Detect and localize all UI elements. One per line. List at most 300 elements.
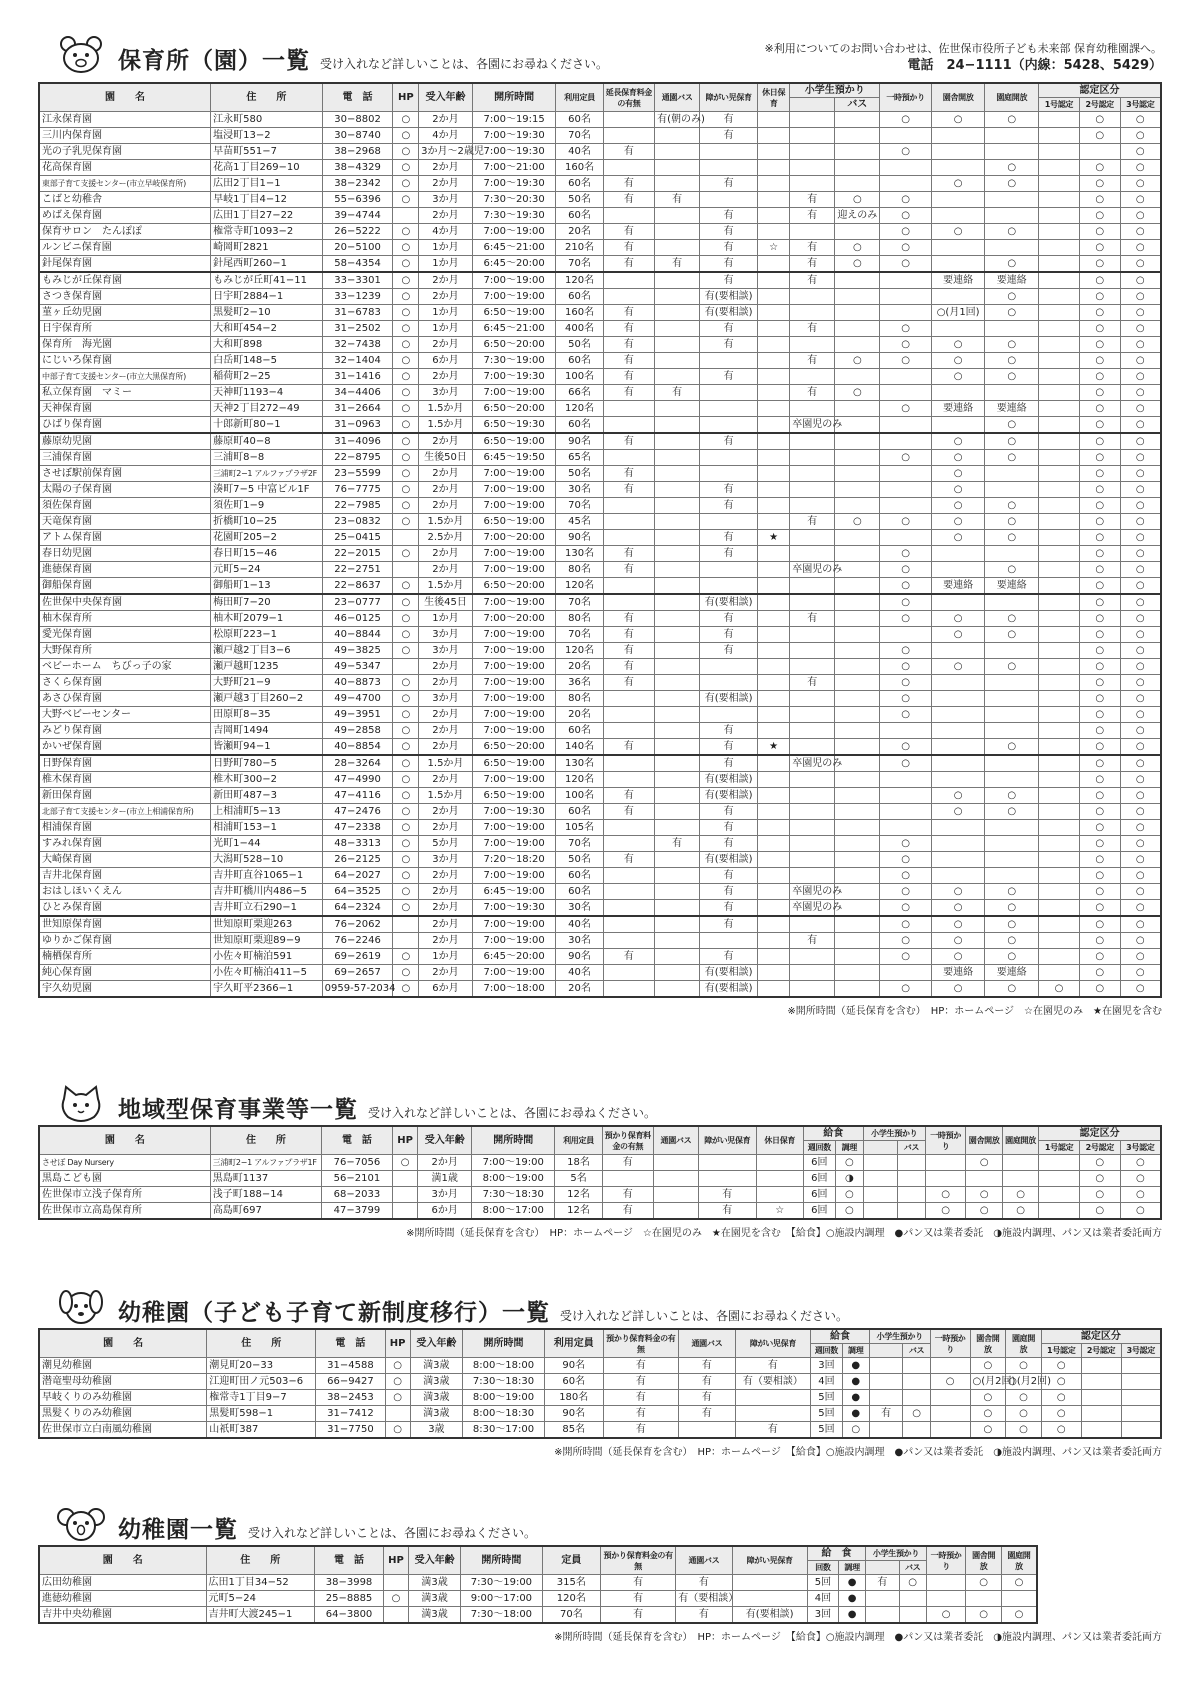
table-row	[39, 112, 1161, 128]
table-cell	[700, 192, 758, 208]
table-cell: 満3歳	[409, 1607, 461, 1624]
table-cell: 7:00〜19:00	[472, 482, 556, 498]
table-cell: 7:30〜18:00	[461, 1607, 542, 1624]
table-cell	[931, 562, 985, 578]
table-cell	[790, 852, 835, 868]
table-cell	[655, 546, 700, 562]
address-cell: 天神2丁目272−49	[211, 401, 323, 417]
facility-name: 進徳保育園	[39, 562, 211, 578]
table-cell: ○	[880, 981, 931, 998]
table-cell: ○	[1120, 385, 1161, 401]
table-cell	[790, 433, 835, 450]
col-header: 休日保育	[758, 83, 790, 112]
table-cell: 有	[603, 627, 654, 643]
table-cell	[758, 353, 790, 369]
table-cell	[758, 643, 790, 659]
table-cell	[903, 1358, 930, 1374]
table-cell: 有	[603, 482, 654, 498]
table-cell: ○	[880, 256, 931, 273]
table-row	[39, 1390, 1161, 1406]
table-row	[39, 482, 1161, 498]
table-cell	[603, 981, 654, 998]
table-cell: 1.5か月	[419, 514, 473, 530]
table-cell: 有	[655, 836, 700, 852]
table-cell	[835, 611, 880, 627]
table-cell: 有(要相談)	[700, 788, 758, 804]
table-cell: ○	[1120, 675, 1161, 691]
table-cell: 2か月	[419, 739, 473, 756]
table-cell: 有	[735, 1422, 810, 1439]
table-cell	[603, 401, 654, 417]
table-cell: 2か月	[419, 369, 473, 385]
table-cell: ○	[1120, 916, 1161, 933]
table-cell	[655, 627, 700, 643]
table-cell: ○	[842, 1422, 869, 1439]
table-cell	[985, 594, 1039, 611]
phone-cell: 32−1404	[322, 353, 393, 369]
table-cell: 有	[603, 852, 654, 868]
address-cell: 黒島町1137	[210, 1171, 321, 1187]
table-cell: ○	[1120, 450, 1161, 466]
phone-cell: 76−7056	[322, 1155, 393, 1171]
table-cell	[835, 321, 880, 337]
table-cell	[931, 128, 985, 144]
table-cell: ○	[393, 578, 419, 595]
table-cell: 6:45〜19:00	[472, 884, 556, 900]
table-cell: 2か月	[419, 965, 473, 981]
table-cell: 有	[679, 1406, 736, 1422]
col-header: 通園バス	[676, 1546, 732, 1575]
table-cell: ○	[1120, 128, 1161, 144]
phone-cell: 48−3313	[322, 836, 393, 852]
table-cell	[835, 659, 880, 675]
facility-name: 東部子育て支援センター(市立早岐保育所)	[39, 176, 211, 192]
table-cell	[1039, 643, 1080, 659]
table-cell: 7:00〜19:00	[472, 546, 556, 562]
table-cell: 要連絡	[985, 578, 1039, 595]
table-cell	[903, 1390, 930, 1406]
table-cell	[1039, 176, 1080, 192]
table-cell	[655, 289, 700, 305]
table-cell: ○	[931, 884, 985, 900]
phone-cell: 40−8854	[322, 739, 393, 756]
table-cell: 5回	[811, 1406, 842, 1422]
table-cell: ○	[393, 949, 419, 965]
table-cell	[1039, 112, 1080, 128]
table-cell: 有	[603, 321, 654, 337]
table-cell: 有	[603, 1390, 678, 1406]
col-header: 一時預かり	[930, 1329, 970, 1358]
table-cell: ○	[985, 949, 1039, 965]
table-cell: ○	[1120, 900, 1161, 917]
table-cell	[758, 594, 790, 611]
table-cell: 2か月	[419, 208, 473, 224]
table-cell	[1039, 530, 1080, 546]
facility-name: 藤原幼児園	[39, 433, 211, 450]
table-cell	[758, 337, 790, 353]
table-cell	[930, 1422, 970, 1439]
table-cell: ○	[1079, 852, 1120, 868]
address-cell: 山祇町387	[207, 1422, 316, 1439]
table-cell: 4回	[807, 1591, 838, 1607]
table-cell: ○	[985, 627, 1039, 643]
table-cell	[835, 369, 880, 385]
section-hoikusho	[38, 36, 1162, 1017]
table-cell: 6回	[803, 1203, 835, 1220]
table-cell	[835, 820, 880, 836]
table-cell: 2か月	[419, 433, 473, 450]
table-cell: 有	[700, 546, 758, 562]
address-cell: 三浦町2−1 アルファプラザ2F	[211, 466, 323, 482]
table-cell	[655, 144, 700, 160]
col-header: 園庭開放	[1001, 1546, 1037, 1575]
table-cell	[835, 804, 880, 820]
table-row	[39, 192, 1161, 208]
table-row	[39, 337, 1161, 353]
table-row	[39, 949, 1161, 965]
table-cell	[835, 675, 880, 691]
table-cell: 卒園児のみ	[790, 755, 835, 772]
table-cell	[1039, 1155, 1080, 1171]
phone-cell: 23−5599	[322, 466, 393, 482]
table-cell	[700, 514, 758, 530]
col-header: 電 話	[316, 1329, 385, 1358]
table-cell	[700, 450, 758, 466]
table-cell: ○	[966, 1607, 1001, 1624]
table-cell: ○	[880, 546, 931, 562]
table-cell	[655, 433, 700, 450]
table-cell: ○	[1006, 1358, 1042, 1374]
table-cell	[655, 482, 700, 498]
table-cell: ○	[1120, 514, 1161, 530]
table-cell: ○	[931, 933, 985, 949]
table-cell	[698, 1155, 756, 1171]
col-header: 受入年齢	[409, 1546, 461, 1575]
table-cell	[655, 739, 700, 756]
col-header: 利用定員	[556, 83, 603, 112]
table-cell: 2か月	[419, 272, 473, 289]
table-cell	[835, 546, 880, 562]
table-cell: ○	[1120, 755, 1161, 772]
table-cell: ○	[1120, 1203, 1161, 1220]
facility-name: かいぜ保育園	[39, 739, 211, 756]
address-cell: 梅田町7−20	[211, 594, 323, 611]
facility-name: 大野保育所	[39, 643, 211, 659]
table-cell: ○	[880, 836, 931, 852]
table-cell: 100名	[556, 788, 603, 804]
table-cell: 7:30〜19:00	[472, 353, 556, 369]
facility-name: 潜竜聖母幼稚園	[39, 1374, 207, 1390]
table-cell: ○	[985, 353, 1039, 369]
table-cell: ○	[1120, 820, 1161, 836]
table-cell	[790, 788, 835, 804]
table-cell: ○	[880, 337, 931, 353]
table-cell: 有	[700, 884, 758, 900]
table-cell: 有	[603, 643, 654, 659]
table-cell: 有	[735, 1358, 810, 1374]
table-cell: ○	[985, 804, 1039, 820]
table-cell	[1039, 900, 1080, 917]
table-cell: ○	[880, 562, 931, 578]
table-cell: 5か月	[419, 836, 473, 852]
table-cell	[790, 836, 835, 852]
table-cell: ○	[393, 224, 419, 240]
table-cell	[1039, 868, 1080, 884]
table-cell: ★	[758, 530, 790, 546]
table-cell: 有(要相談)	[732, 1607, 807, 1624]
table-cell: ○	[931, 981, 985, 998]
table-cell: 有	[603, 176, 654, 192]
table-cell: ○	[835, 240, 880, 256]
table-cell: ○	[1079, 675, 1120, 691]
table-cell: 7:00〜19:00	[471, 1155, 555, 1171]
phone-cell: 26−5222	[322, 224, 393, 240]
table-cell: 6か月	[419, 981, 473, 998]
table-cell	[758, 788, 790, 804]
table-cell: ○	[880, 900, 931, 917]
table-cell: ○	[1079, 498, 1120, 514]
table-cell: ○	[1120, 498, 1161, 514]
col-header: 住 所	[211, 83, 323, 112]
table-cell	[1039, 836, 1080, 852]
table-cell	[880, 272, 931, 289]
table-cell: ○	[393, 788, 419, 804]
table-cell	[790, 772, 835, 788]
col-header: 2号認定	[1079, 1141, 1120, 1155]
table-cell: ○	[1120, 852, 1161, 868]
facility-name: 世知原保育園	[39, 916, 211, 933]
table-cell: 7:00〜19:00	[472, 385, 556, 401]
table-cell: 7:30〜19:00	[461, 1575, 542, 1591]
table-cell	[790, 289, 835, 305]
table-cell: ○	[985, 981, 1039, 998]
table-cell: ○	[966, 1203, 1002, 1220]
table-cell: 7:00〜19:30	[472, 804, 556, 820]
table-cell	[1039, 659, 1080, 675]
table-cell: ○	[880, 192, 931, 208]
table-cell	[835, 643, 880, 659]
phone-cell: 33−3301	[322, 272, 393, 289]
table-cell	[835, 965, 880, 981]
table-cell: 7:20〜18:20	[472, 852, 556, 868]
table-cell: ○	[1120, 739, 1161, 756]
table-cell: 4回	[811, 1374, 842, 1390]
phone-cell: 47−4990	[322, 772, 393, 788]
phone-cell: 31−7750	[316, 1422, 385, 1439]
table-cell	[880, 723, 931, 739]
table-cell: ○	[383, 1591, 408, 1607]
table-cell: ○	[393, 401, 419, 417]
table-cell: 1か月	[419, 321, 473, 337]
table-cell	[880, 305, 931, 321]
table-cell: ○	[1001, 1607, 1037, 1624]
table-cell: ○	[880, 578, 931, 595]
table-cell	[1039, 852, 1080, 868]
table-cell: ○	[1079, 804, 1120, 820]
table-cell	[790, 401, 835, 417]
table-cell: 3か月	[419, 627, 473, 643]
table-cell: 有	[700, 900, 758, 917]
address-cell: 瀬戸越町1235	[211, 659, 323, 675]
table-cell: 有	[700, 836, 758, 852]
table-row	[39, 208, 1161, 224]
table-cell: 有	[603, 804, 654, 820]
col-header: 開所時間	[461, 1546, 542, 1575]
facility-name: 吉井北保育園	[39, 868, 211, 884]
address-cell: 吉井町大渡245−1	[206, 1607, 315, 1624]
col-header: 開所時間	[463, 1329, 545, 1358]
table-cell: 3か月	[419, 192, 473, 208]
table-cell	[869, 1422, 903, 1439]
address-cell: 広田1丁目27−22	[211, 208, 323, 224]
table-cell: ○	[1079, 627, 1120, 643]
table-cell	[866, 1607, 899, 1624]
table-cell	[653, 1203, 698, 1220]
col-header: 住 所	[206, 1546, 315, 1575]
table-cell: ○	[966, 1575, 1001, 1591]
phone-cell: 0959-57-2034	[322, 981, 393, 998]
table-cell: 12名	[555, 1203, 602, 1220]
table-cell	[758, 981, 790, 998]
table-cell	[985, 643, 1039, 659]
col-header: 住 所	[210, 1126, 321, 1155]
table-cell	[603, 836, 654, 852]
table-cell	[790, 868, 835, 884]
col-header: 一時預かり	[925, 1126, 966, 1155]
table-cell	[603, 128, 654, 144]
section-subtitle: 受け入れなど詳しいことは、各園にお尋ねください。	[248, 1526, 537, 1540]
table-cell: ○	[1120, 804, 1161, 820]
table-cell: 2.5か月	[419, 530, 473, 546]
table-cell	[1039, 240, 1080, 256]
phone-cell: 49−4700	[322, 691, 393, 707]
table-cell: ○	[835, 1203, 863, 1220]
table-cell: ○	[1120, 160, 1161, 176]
table-cell: 有	[676, 1575, 732, 1591]
table-cell: 要連絡	[985, 401, 1039, 417]
table-cell	[790, 707, 835, 723]
table-cell	[880, 788, 931, 804]
table-cell: 2か月	[419, 868, 473, 884]
table-cell: 有	[679, 1374, 736, 1390]
table-cell: 6:50〜20:00	[472, 337, 556, 353]
table-cell: ○	[1120, 112, 1161, 128]
col-header: 1号認定	[1041, 1344, 1081, 1358]
phone-cell: 30−8740	[322, 128, 393, 144]
table-cell: ○	[970, 1358, 1006, 1374]
section-title: 幼稚園一覧 受け入れなど詳しいことは、各園にお尋ねください。	[118, 1517, 537, 1543]
table-cell: ○	[985, 417, 1039, 434]
section-header	[38, 1505, 1162, 1545]
table-cell: 有	[700, 337, 758, 353]
table-cell	[700, 160, 758, 176]
table-cell: ○	[1079, 192, 1120, 208]
table-cell	[880, 466, 931, 482]
table-cell: 3か月	[419, 643, 473, 659]
table-cell: 2か月	[419, 498, 473, 514]
table-cell: ○	[1120, 707, 1161, 723]
table-cell	[655, 723, 700, 739]
table-cell: ○	[1006, 1422, 1042, 1439]
table-cell: ○	[1120, 1155, 1161, 1171]
col-header: 電 話	[322, 83, 393, 112]
address-cell: 藤原町40−8	[211, 433, 323, 450]
table-cell	[931, 417, 985, 434]
table-cell: ○	[393, 353, 419, 369]
hoikusho-table	[38, 82, 1162, 998]
address-cell: 春日町15−46	[211, 546, 323, 562]
table-cell: ○	[1120, 949, 1161, 965]
table-row	[39, 240, 1161, 256]
table-cell: 5名	[555, 1171, 602, 1187]
table-cell	[925, 1171, 966, 1187]
facility-name: 早岐くりのみ幼稚園	[39, 1390, 207, 1406]
table-row	[39, 305, 1161, 321]
col-header: 通園バス	[655, 83, 700, 112]
table-cell	[655, 176, 700, 192]
table-cell: 8:00〜18:30	[463, 1406, 545, 1422]
facility-name: 相浦保育園	[39, 820, 211, 836]
table-cell	[1039, 562, 1080, 578]
facility-name: 佐世保中央保育園	[39, 594, 211, 611]
table-cell	[758, 916, 790, 933]
table-cell: 有	[679, 1390, 736, 1406]
table-cell	[880, 482, 931, 498]
table-cell	[758, 949, 790, 965]
table-cell: ○	[1120, 788, 1161, 804]
table-cell: ○	[1079, 401, 1120, 417]
section-title: 保育所（園）一覧 受け入れなど詳しいことは、各園にお尋ねください。	[118, 48, 609, 74]
address-cell: もみじが丘町41−11	[211, 272, 323, 289]
table-cell	[835, 482, 880, 498]
table-cell: ○	[1079, 1187, 1120, 1203]
facility-name: 黒島こども園	[39, 1171, 210, 1187]
table-cell: ○	[393, 627, 419, 643]
table-cell: ○	[393, 804, 419, 820]
phone-cell: 31−4588	[316, 1358, 385, 1374]
table-row	[39, 836, 1161, 852]
table-cell: 3か月	[419, 691, 473, 707]
table-cell: 有	[790, 272, 835, 289]
table-cell	[931, 772, 985, 788]
legend-note: ※開所時間（延長保育を含む） HP：ホームページ ☆在園児のみ ★在園児を含む	[787, 1006, 1162, 1017]
facility-name: 光の子乳児保育園	[39, 144, 211, 160]
table-cell: 50名	[556, 192, 603, 208]
table-cell	[1039, 433, 1080, 450]
table-cell: 1.5か月	[419, 788, 473, 804]
table-cell: ○	[899, 1575, 926, 1591]
table-cell: ○	[393, 691, 419, 707]
legend-note: ※開所時間（延長保育を含む） HP：ホームページ 【給食】○施設内調理 ●パン又は業者委託 ◑施設内調理、パン又は業者委託両方	[554, 1447, 1162, 1458]
table-cell: ○	[880, 112, 931, 128]
table-cell: ○	[393, 546, 419, 562]
table-cell: ○	[1079, 256, 1120, 273]
table-row	[39, 627, 1161, 643]
table-cell: ○	[393, 852, 419, 868]
table-cell: 3回	[807, 1607, 838, 1624]
table-cell: 60名	[556, 417, 603, 434]
table-cell: 満3歳	[409, 1591, 461, 1607]
table-cell	[880, 772, 931, 788]
address-cell: 須佐町1−9	[211, 498, 323, 514]
table-cell: 6回	[803, 1187, 835, 1203]
table-cell	[835, 128, 880, 144]
table-cell: 生後45日	[419, 594, 473, 611]
facility-name: すみれ保育園	[39, 836, 211, 852]
table-cell: ○	[393, 144, 419, 160]
table-cell	[758, 514, 790, 530]
col-header: 園舎開放	[931, 83, 985, 112]
